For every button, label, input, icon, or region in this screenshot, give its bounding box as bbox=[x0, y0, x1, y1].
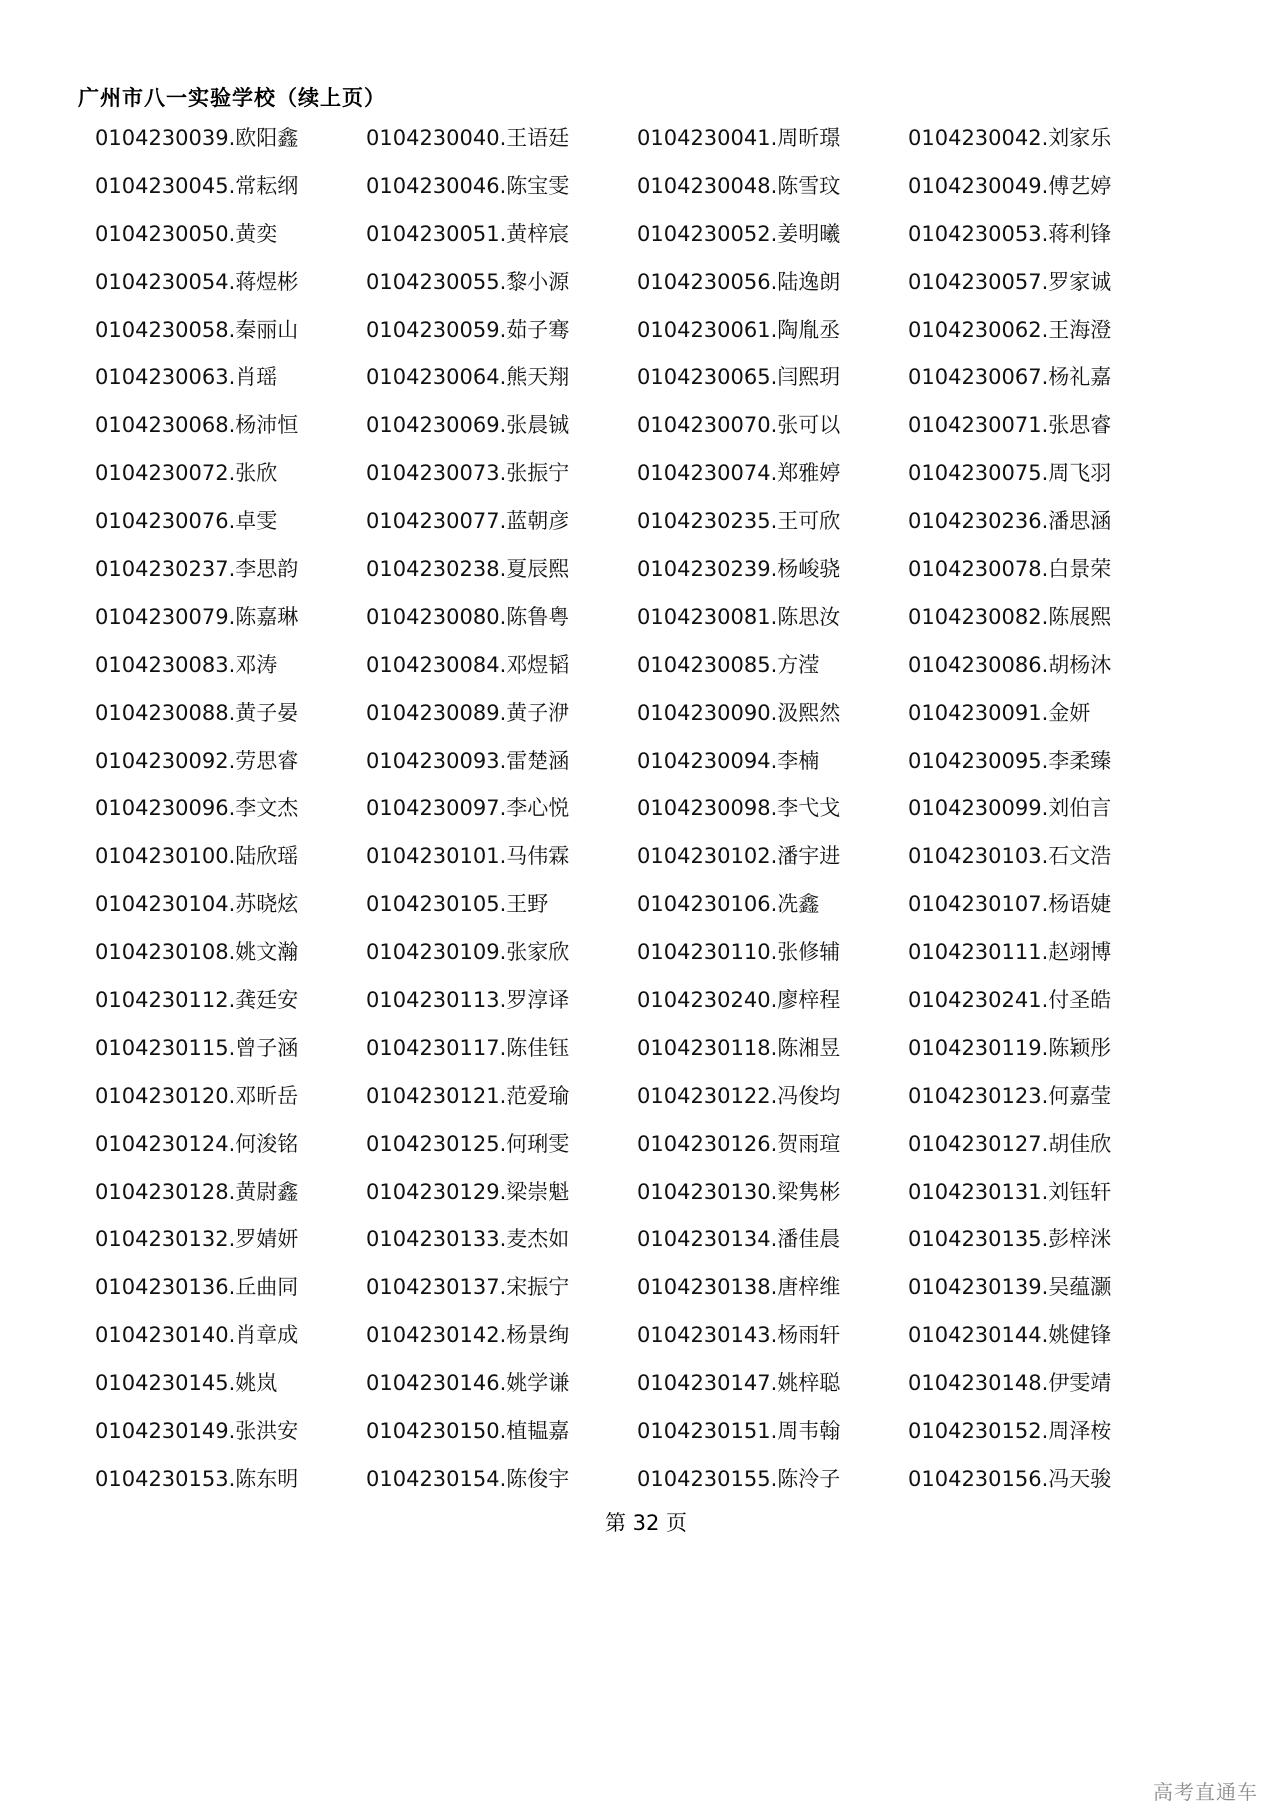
list-item: 0104230144.姚健锋 bbox=[908, 1323, 1112, 1348]
list-item: 0104230092.劳思睿 bbox=[95, 748, 299, 773]
list-item: 0104230103.石文浩 bbox=[908, 844, 1112, 869]
list-item: 0104230063.肖瑶 bbox=[95, 365, 278, 390]
list-item: 0104230123.何嘉莹 bbox=[908, 1083, 1112, 1108]
list-item: 0104230046.陈宝雯 bbox=[366, 173, 570, 198]
list-item: 0104230130.梁隽彬 bbox=[637, 1179, 841, 1204]
list-item: 0104230075.周飞羽 bbox=[908, 461, 1112, 486]
list-item: 0104230148.伊雯靖 bbox=[908, 1371, 1112, 1396]
list-item: 0104230089.黄子洢 bbox=[366, 700, 570, 725]
list-item: 0104230119.陈颖彤 bbox=[908, 1035, 1112, 1060]
list-item: 0104230121.范爱瑜 bbox=[366, 1083, 570, 1108]
list-item: 0104230097.李心悦 bbox=[366, 796, 570, 821]
list-item: 0104230062.王海澄 bbox=[908, 317, 1112, 342]
list-item: 0104230078.白景荣 bbox=[908, 557, 1112, 582]
list-item: 0104230064.熊天翔 bbox=[366, 365, 570, 390]
list-item: 0104230073.张振宁 bbox=[366, 461, 570, 486]
list-item: 0104230129.梁崇魁 bbox=[366, 1179, 570, 1204]
list-item: 0104230152.周泽桉 bbox=[908, 1419, 1112, 1444]
list-item: 0104230067.杨礼嘉 bbox=[908, 365, 1112, 390]
list-item: 0104230238.夏辰熙 bbox=[366, 557, 570, 582]
list-item: 0104230111.赵翊博 bbox=[908, 940, 1112, 965]
list-item: 0104230135.彭梓洣 bbox=[908, 1227, 1112, 1252]
list-item: 0104230138.唐梓维 bbox=[637, 1275, 841, 1300]
list-item: 0104230142.杨景绚 bbox=[366, 1323, 570, 1348]
list-item: 0104230118.陈湘昱 bbox=[637, 1035, 841, 1060]
list-item: 0104230098.李弋戈 bbox=[637, 796, 841, 821]
list-item: 0104230136.丘曲同 bbox=[95, 1275, 299, 1300]
list-item: 0104230071.张思睿 bbox=[908, 413, 1112, 438]
list-item: 0104230070.张可以 bbox=[637, 413, 841, 438]
list-item: 0104230081.陈思汝 bbox=[637, 604, 841, 629]
list-item: 0104230056.陆逸朗 bbox=[637, 269, 841, 294]
page-title: 广州市八一实验学校（续上页） bbox=[78, 86, 386, 110]
list-item: 0104230079.陈嘉琳 bbox=[95, 604, 299, 629]
list-item: 0104230241.付圣皓 bbox=[908, 988, 1112, 1013]
list-item: 0104230120.邓昕岳 bbox=[95, 1083, 299, 1108]
list-item: 0104230107.杨语婕 bbox=[908, 892, 1112, 917]
list-item: 0104230053.蒋利锋 bbox=[908, 221, 1112, 246]
list-item: 0104230102.潘宇进 bbox=[637, 844, 841, 869]
list-item: 0104230153.陈东明 bbox=[95, 1466, 299, 1491]
list-item: 0104230086.胡杨沐 bbox=[908, 652, 1112, 677]
list-item: 0104230059.茹子骞 bbox=[366, 317, 570, 342]
list-item: 0104230117.陈佳钰 bbox=[366, 1035, 570, 1060]
list-item: 0104230112.龚廷安 bbox=[95, 988, 299, 1013]
list-item: 0104230055.黎小源 bbox=[366, 269, 570, 294]
list-item: 0104230100.陆欣瑶 bbox=[95, 844, 299, 869]
list-item: 0104230131.刘钰轩 bbox=[908, 1179, 1112, 1204]
list-item: 0104230108.姚文瀚 bbox=[95, 940, 299, 965]
list-item: 0104230090.汲熙然 bbox=[637, 700, 841, 725]
list-item: 0104230147.姚梓聪 bbox=[637, 1371, 841, 1396]
list-item: 0104230052.姜明曦 bbox=[637, 221, 841, 246]
list-item: 0104230126.贺雨瑄 bbox=[637, 1131, 841, 1156]
list-item: 0104230094.李楠 bbox=[637, 748, 820, 773]
list-item: 0104230134.潘佳晨 bbox=[637, 1227, 841, 1252]
list-item: 0104230054.蒋煜彬 bbox=[95, 269, 299, 294]
list-item: 0104230137.宋振宁 bbox=[366, 1275, 570, 1300]
list-item: 0104230149.张洪安 bbox=[95, 1419, 299, 1444]
list-item: 0104230068.杨沛恒 bbox=[95, 413, 299, 438]
watermark: 高考直通车 bbox=[1153, 1780, 1258, 1804]
list-item: 0104230109.张家欣 bbox=[366, 940, 570, 965]
list-item: 0104230145.姚岚 bbox=[95, 1371, 278, 1396]
list-item: 0104230088.黄子晏 bbox=[95, 700, 299, 725]
list-item: 0104230151.周韦翰 bbox=[637, 1419, 841, 1444]
list-item: 0104230074.郑雅婷 bbox=[637, 461, 841, 486]
list-item: 0104230049.傅艺婷 bbox=[908, 173, 1112, 198]
list-item: 0104230080.陈鲁粤 bbox=[366, 604, 570, 629]
list-item: 0104230156.冯天骏 bbox=[908, 1466, 1112, 1491]
list-item: 0104230083.邓涛 bbox=[95, 652, 278, 677]
list-item: 0104230113.罗淳译 bbox=[366, 988, 570, 1013]
list-item: 0104230085.方滢 bbox=[637, 652, 820, 677]
list-item: 0104230091.金妍 bbox=[908, 700, 1091, 725]
list-item: 0104230139.吴蕴灏 bbox=[908, 1275, 1112, 1300]
list-item: 0104230082.陈展熙 bbox=[908, 604, 1112, 629]
list-item: 0104230105.王野 bbox=[366, 892, 549, 917]
list-item: 0104230095.李柔臻 bbox=[908, 748, 1112, 773]
list-item: 0104230076.卓雯 bbox=[95, 509, 278, 534]
list-item: 0104230127.胡佳欣 bbox=[908, 1131, 1112, 1156]
list-item: 0104230065.闫熙玥 bbox=[637, 365, 841, 390]
list-item: 0104230237.李思韵 bbox=[95, 557, 299, 582]
list-item: 0104230050.黄奕 bbox=[95, 221, 278, 246]
list-item: 0104230040.王语廷 bbox=[366, 126, 570, 150]
list-item: 0104230104.苏晓炫 bbox=[95, 892, 299, 917]
list-item: 0104230140.肖章成 bbox=[95, 1323, 299, 1348]
list-item: 0104230106.冼鑫 bbox=[637, 892, 820, 917]
list-item: 0104230072.张欣 bbox=[95, 461, 278, 486]
list-item: 0104230132.罗婧妍 bbox=[95, 1227, 299, 1252]
list-item: 0104230115.曾子涵 bbox=[95, 1035, 299, 1060]
list-item: 0104230133.麦杰如 bbox=[366, 1227, 570, 1252]
list-item: 0104230235.王可欣 bbox=[637, 509, 841, 534]
list-item: 0104230058.秦丽山 bbox=[95, 317, 299, 342]
list-item: 0104230045.常耘纲 bbox=[95, 173, 299, 198]
list-item: 0104230101.马伟霖 bbox=[366, 844, 570, 869]
list-item: 0104230099.刘伯言 bbox=[908, 796, 1112, 821]
list-item: 0104230041.周昕璟 bbox=[637, 126, 841, 150]
list-item: 0104230093.雷楚涵 bbox=[366, 748, 570, 773]
list-item: 0104230069.张晨铖 bbox=[366, 413, 570, 438]
list-item: 0104230154.陈俊宇 bbox=[366, 1466, 570, 1491]
list-item: 0104230155.陈泠子 bbox=[637, 1466, 841, 1491]
list-item: 0104230122.冯俊均 bbox=[637, 1083, 841, 1108]
list-item: 0104230125.何琍雯 bbox=[366, 1131, 570, 1156]
list-item: 0104230239.杨峻骁 bbox=[637, 557, 841, 582]
list-item: 0104230042.刘家乐 bbox=[908, 126, 1112, 150]
list-item: 0104230051.黄梓宸 bbox=[366, 221, 570, 246]
list-item: 0104230143.杨雨轩 bbox=[637, 1323, 841, 1348]
list-item: 0104230039.欧阳鑫 bbox=[95, 126, 299, 150]
list-item: 0104230077.蓝朝彦 bbox=[366, 509, 570, 534]
student-list bbox=[95, 124, 1205, 1513]
list-item: 0104230084.邓煜韬 bbox=[366, 652, 570, 677]
list-item: 0104230061.陶胤丞 bbox=[637, 317, 841, 342]
list-item: 0104230240.廖梓程 bbox=[637, 988, 841, 1013]
list-item: 0104230150.植韫嘉 bbox=[366, 1419, 570, 1444]
list-item: 0104230057.罗家诚 bbox=[908, 269, 1112, 294]
list-item: 0104230124.何浚铭 bbox=[95, 1131, 299, 1156]
list-item: 0104230146.姚学谦 bbox=[366, 1371, 570, 1396]
list-item: 0104230236.潘思涵 bbox=[908, 509, 1112, 534]
list-item: 0104230110.张修辅 bbox=[637, 940, 841, 965]
list-item: 0104230096.李文杰 bbox=[95, 796, 299, 821]
list-item: 0104230048.陈雪玟 bbox=[637, 173, 841, 198]
page-number: 第 32 页 bbox=[604, 1511, 688, 1535]
list-item: 0104230128.黄尉鑫 bbox=[95, 1179, 299, 1204]
